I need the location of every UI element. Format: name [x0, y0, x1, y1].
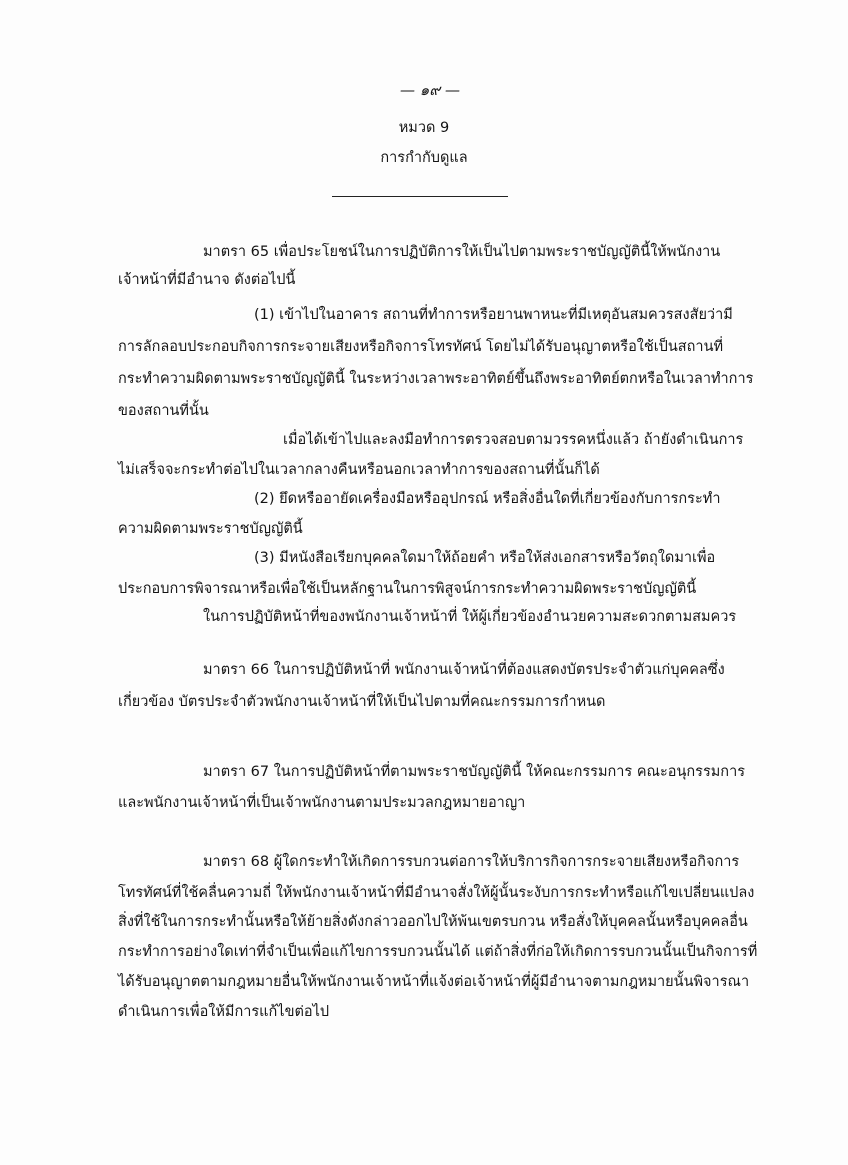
- text-line: การลักลอบประกอบกิจการกระจายเสียงหรือกิจการโทรทัศน์ โดยไม่ได้รับอนุญาตหรือใช้เป็นสถานที่: [118, 339, 724, 355]
- page-number: — ๑๙ —: [399, 81, 461, 99]
- text-line: (3) มีหนังสือเรียกบุคคลใดมาให้ถ้อยคำ หรือให้ส่งเอกสารหรือวัตถุใดมาเพื่อ: [254, 550, 716, 566]
- text-line: ประกอบการพิจารณาหรือเพื่อใช้เป็นหลักฐานในการพิสูจน์การกระทำความผิดพระราชบัญญัตินี้: [118, 581, 697, 597]
- text-line: เจ้าหน้าที่มีอำนาจ ดังต่อไปนี้: [118, 272, 296, 288]
- divider-line: [332, 196, 508, 197]
- text-line: มาตรา 66 ในการปฏิบัติหน้าที่ พนักงานเจ้าหน้าที่ต้องแสดงบัตรประจำตัวแก่บุคคลซึ่ง: [203, 662, 725, 678]
- text-line: ของสถานที่นั้น: [118, 403, 209, 419]
- text-line: และพนักงานเจ้าหน้าที่เป็นเจ้าพนักงานตามประมวลกฎหมายอาญา: [118, 795, 526, 811]
- text-line: ได้รับอนุญาตตามกฎหมายอื่นให้พนักงานเจ้าหน้าที่แจ้งต่อเจ้าหน้าที่ผู้มีอำนาจตามกฎหมายนั้นพิจารณา: [118, 974, 750, 990]
- text-line: กระทำการอย่างใดเท่าที่จำเป็นเพื่อแก้ไขการรบกวนนั้นได้ แต่ถ้าสิ่งที่ก่อให้เกิดการรบกวนนั้นเป็นกิจการที่: [118, 944, 758, 960]
- text-line: ความผิดตามพระราชบัญญัตินี้: [118, 521, 303, 537]
- text-line: สิ่งที่ใช้ในการกระทำนั้นหรือให้ย้ายสิ่งดังกล่าวออกไปให้พ้นเขตรบกวน หรือสั่งให้บุคคลนั้นหรือบุคคลอื่น: [118, 914, 748, 930]
- text-line: เกี่ยวข้อง บัตรประจำตัวพนักงานเจ้าหน้าที่ให้เป็นไปตามที่คณะกรรมการกำหนด: [118, 694, 606, 710]
- text-line: (1) เข้าไปในอาคาร สถานที่ทำการหรือยานพาหนะที่มีเหตุอันสมควรสงสัยว่ามี: [254, 307, 733, 323]
- chapter-title: การกำกับดูแล: [380, 150, 468, 166]
- text-line: ดำเนินการเพื่อให้มีการแก้ไขต่อไป: [118, 1004, 330, 1020]
- text-line: เมื่อได้เข้าไปและลงมือทำการตรวจสอบตามวรรคหนึ่งแล้ว ถ้ายังดำเนินการ: [283, 432, 744, 448]
- text-line: มาตรา 67 ในการปฏิบัติหน้าที่ตามพระราชบัญญัตินี้ ให้คณะกรรมการ คณะอนุกรรมการ: [203, 764, 746, 780]
- text-line: มาตรา 65 เพื่อประโยชน์ในการปฏิบัติการให้เป็นไปตามพระราชบัญญัตินี้ให้พนักงาน: [203, 244, 721, 260]
- text-line: (2) ยึดหรืออายัดเครื่องมือหรืออุปกรณ์ หรือสิ่งอื่นใดที่เกี่ยวข้องกับการกระทำ: [254, 491, 721, 507]
- text-line: ไม่เสร็จจะกระทำต่อไปในเวลากลางคืนหรือนอกเวลาทำการของสถานที่นั้นก็ได้: [118, 462, 600, 478]
- text-line: มาตรา 68 ผู้ใดกระทำให้เกิดการรบกวนต่อการให้บริการกิจการกระจายเสียงหรือกิจการ: [203, 854, 740, 870]
- chapter-heading: หมวด 9: [398, 120, 450, 136]
- text-line: ในการปฏิบัติหน้าที่ของพนักงานเจ้าหน้าที่ ให้ผู้เกี่ยวข้องอำนวยความสะดวกตามสมควร: [203, 609, 737, 625]
- text-line: โทรทัศน์ที่ใช้คลื่นความถี่ ให้พนักงานเจ้าหน้าที่มีอำนาจสั่งให้ผู้นั้นระงับการกระทำหรือแก้ไขเปลี่ยนแปลง: [118, 885, 755, 901]
- text-line: กระทำความผิดตามพระราชบัญญัตินี้ ในระหว่างเวลาพระอาทิตย์ขึ้นถึงพระอาทิตย์ตกหรือในเวลาทำการ: [118, 371, 754, 387]
